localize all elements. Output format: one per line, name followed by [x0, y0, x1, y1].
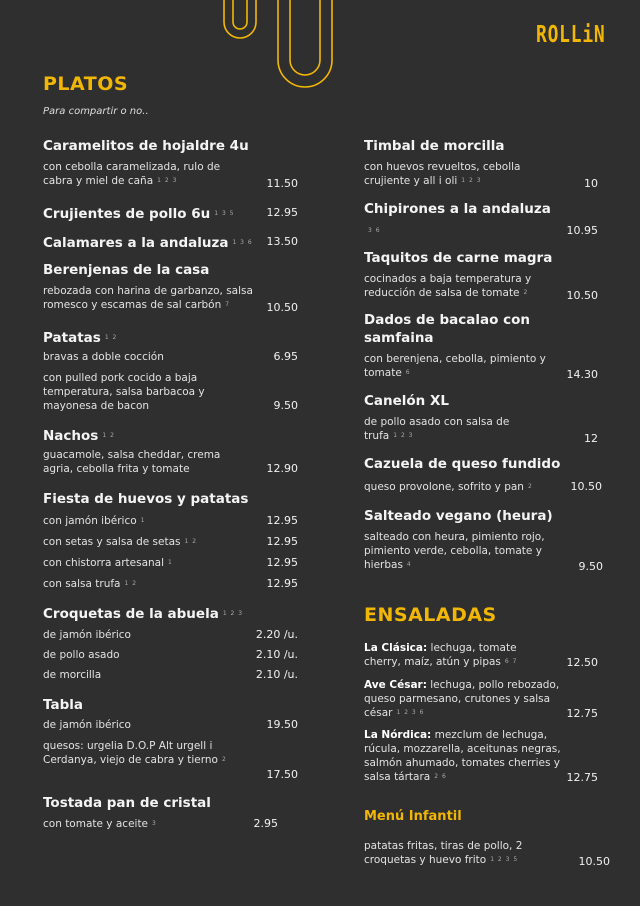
item-price: 12.95 [266, 206, 298, 219]
item-price: 10.50 [578, 855, 610, 868]
item-price: 2.20 /u. [255, 628, 298, 641]
kids-menu-desc: patatas fritas, tiras de pollo, 2 croquetas y huevo frito 1 2 3 5 [364, 840, 523, 866]
allergen-codes: 1 2 [102, 432, 115, 439]
patatas-pulled-pork: con pulled pork cocido a baja temperatura, salsa barbacoa y mayonesa de bacon [43, 372, 205, 412]
item-name: Berenjenas de la casa [43, 262, 210, 278]
item-desc: con huevos revueltos, cebolla crujiente y all i oli 1 2 3 [364, 161, 521, 187]
item-price: 12.95 [266, 577, 298, 590]
item-price: 12.95 [266, 514, 298, 527]
allergen-codes: 1 2 [104, 334, 118, 341]
item-price: 10.50 [570, 480, 602, 493]
menu-item-salteado [364, 507, 559, 572]
menu-item-timbal [364, 137, 549, 188]
item-desc: queso provolone, sofrito y pan 2 [364, 481, 533, 493]
section-title-ensaladas: ENSALADAS [364, 604, 497, 626]
item-price: 14.30 [566, 368, 598, 381]
croquetas-sub-1: de jamón ibérico [43, 629, 131, 641]
item-desc: salteado con heura, pimiento rojo, pimiento verde, cebolla, tomate y hierbas 4 [364, 531, 545, 571]
item-name: Canelón XL [364, 393, 450, 409]
menu-item-canelon [364, 392, 524, 443]
item-name: Tostada pan de cristal [43, 795, 211, 811]
item-name: Calamares a la andaluza [43, 235, 229, 251]
item-desc: con berenjena, cebolla, pimiento y tomate 6 [364, 353, 546, 379]
item-price: 6.95 [273, 350, 298, 363]
item-desc: guacamole, salsa cheddar, crema agria, cebolla frita y tomate [43, 449, 221, 475]
item-name: Caramelitos de hojaldre 4u [43, 138, 249, 154]
tabla-sub-1: de jamón ibérico [43, 719, 131, 731]
menu-item-tostada [43, 792, 211, 812]
menu-item-taquitos [364, 249, 554, 300]
item-name: Tabla [43, 697, 83, 713]
patatas-bravas: bravas a doble cocción [43, 351, 164, 363]
tabla-sub-2: quesos: urgelia D.O.P Alt urgell i Cerdanya, viejo de cabra y tierno 2 [43, 740, 227, 766]
menu-item-chipirones [364, 200, 551, 238]
salad-la-clasica: La Clásica: lechuga, tomate cherry, maíz, atún y pipas 6 7 [364, 642, 518, 668]
item-price: 12.90 [266, 462, 298, 475]
menu-item-croquetas [43, 603, 243, 623]
item-price: 2.95 [253, 817, 278, 830]
item-desc: de pollo asado con salsa de trufa 1 2 3 [364, 416, 510, 442]
allergen-codes: 1 3 6 [232, 239, 253, 246]
croquetas-sub-3: de morcilla [43, 669, 102, 681]
fiesta-sub-1: con jamón ibérico 1 [43, 515, 146, 527]
menu-item-tabla [43, 694, 83, 714]
item-name: Nachos [43, 428, 99, 444]
item-price: 2.10 /u. [255, 668, 298, 681]
item-name: Fiesta de huevos y patatas [43, 491, 249, 507]
item-price: 17.50 [266, 768, 298, 781]
item-price: 9.50 [578, 560, 603, 573]
item-desc: rebozada con harina de garbanzo, salsa romesco y escamas de sal carbón 7 [43, 285, 253, 311]
item-price: 10 [584, 177, 598, 190]
item-price: 10.50 [566, 289, 598, 302]
item-price: 9.50 [273, 399, 298, 412]
item-name: Croquetas de la abuela [43, 606, 219, 622]
item-name: Taquitos de carne magra [364, 250, 553, 266]
item-price: 10.95 [566, 224, 598, 237]
section-title-menu-infantil: Menú Infantil [364, 809, 462, 824]
menu-item-fiesta-huevos [43, 488, 248, 508]
section-subtitle: Para compartir o no.. [43, 106, 149, 117]
item-price: 12.95 [266, 556, 298, 569]
allergen-codes: 1 2 3 [222, 610, 244, 617]
menu-item-nachos [43, 425, 115, 445]
item-price: 13.50 [266, 235, 298, 248]
fiesta-sub-2: con setas y salsa de setas 1 2 [43, 536, 198, 548]
item-price: 12.75 [566, 771, 598, 784]
croquetas-sub-2: de pollo asado [43, 649, 120, 661]
item-price: 12 [584, 432, 598, 445]
menu-item-bacalao [364, 311, 564, 380]
menu-item-cazuela [364, 455, 560, 494]
item-name: Timbal de morcilla [364, 138, 505, 154]
item-name: Dados de bacalao con samfaina [364, 312, 530, 346]
item-name: Cazuela de queso fundido [364, 456, 561, 472]
item-price: 12.50 [566, 656, 598, 669]
menu-item-berenjenas [43, 261, 268, 312]
fiesta-sub-3: con chistorra artesanal 1 [43, 557, 173, 569]
item-price: 19.50 [266, 718, 298, 731]
item-price: 12.95 [266, 535, 298, 548]
item-price: 10.50 [266, 301, 298, 314]
item-name: Salteado vegano (heura) [364, 508, 553, 524]
brand-logo: ROLLiN [536, 22, 606, 48]
item-desc: 3 6 [368, 227, 381, 234]
allergen-codes: 1 3 5 [214, 210, 235, 217]
section-title-platos: PLATOS [43, 73, 129, 95]
decorative-noodle-shapes [210, 0, 340, 95]
item-price: 11.50 [266, 177, 298, 190]
item-price: 2.10 /u. [255, 648, 298, 661]
allergen-codes: 1 2 3 [157, 177, 178, 184]
menu-item-patatas [43, 327, 117, 347]
salad-la-nordica: La Nórdica: mezclum de lechuga, rúcula, mozzarella, aceitunas negras, salmón ahumado, tomates cherries y salsa tártara 2 6 [364, 729, 561, 783]
item-price: 12.75 [566, 707, 598, 720]
fiesta-sub-4: con salsa trufa 1 2 [43, 578, 138, 590]
item-name: Chipirones a la andaluza [364, 201, 551, 217]
item-desc: cocinados a baja temperatura y reducción de salsa de tomate 2 [364, 273, 532, 299]
item-desc: con cebolla caramelizada, rulo de cabra y miel de caña 1 2 3 [43, 161, 221, 187]
item-name: Patatas [43, 330, 101, 346]
item-desc: con tomate y aceite 3 [43, 818, 157, 830]
item-name: Crujientes de pollo 6u [43, 206, 211, 222]
allergen-codes: 7 [225, 301, 231, 308]
salad-ave-cesar: Ave César: lechuga, pollo rebozado, queso parmesano, crutones y salsa césar 1 2 3 6 [364, 679, 560, 719]
menu-item-calamares [43, 232, 253, 252]
menu-item-crujientes [43, 203, 235, 223]
